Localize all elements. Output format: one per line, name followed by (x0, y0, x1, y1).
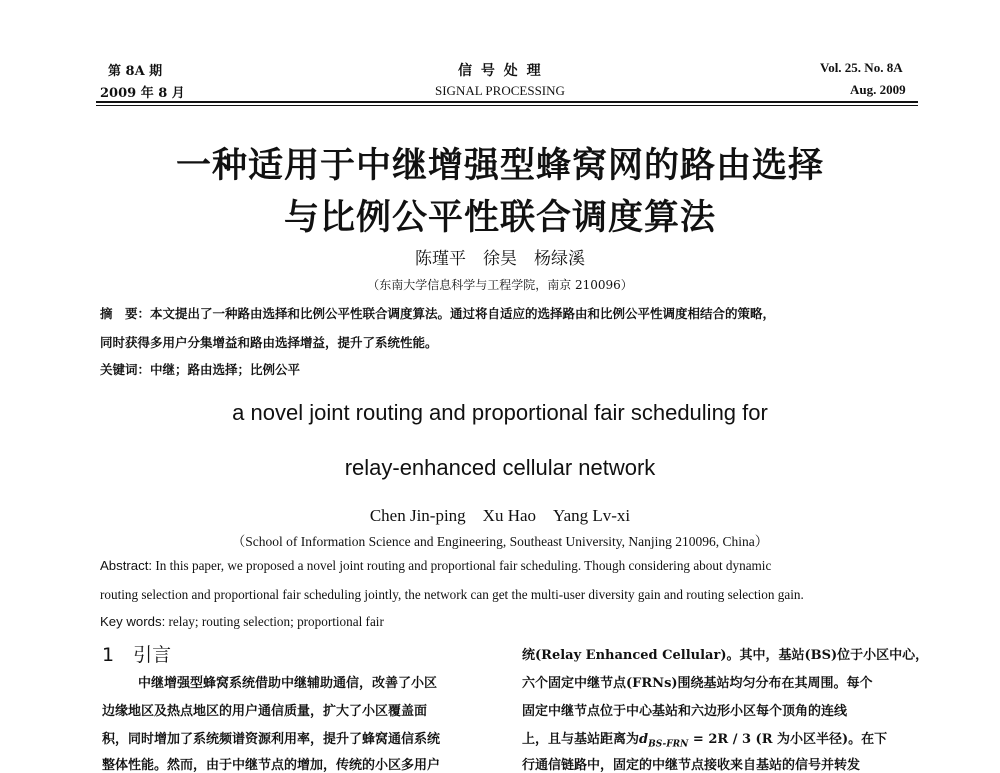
keywords-en-text: relay; routing selection; proportional fair (168, 614, 384, 629)
distance-variable: d (639, 732, 649, 747)
abstract-cn-line1 (100, 304, 775, 322)
abstract-cn-line2: 同时获得多用户分集增益和路由选择增益，提升了系统性能。 (100, 335, 438, 350)
body-right-line-1: 统(Relay Enhanced Cellular)。其中，基站(BS)位于小区中心， (522, 648, 929, 663)
issue-number-cn: 第 8A 期 (108, 64, 163, 79)
keywords-cn-text: 中继；路由选择；比例公平 (150, 362, 301, 377)
keywords-cn (100, 360, 300, 378)
abstract-cn-text-1: 本文提出了一种路由选择和比例公平性联合调度算法。通过将自适应的选择路由和比例公平性调度相结合的策略， (150, 306, 776, 321)
line4-suffix: = 2R / 3 (R 为小区半径)。在下 (688, 732, 888, 747)
abstract-en-text-1: In this paper, we proposed a novel joint routing and proportional fair scheduling. Though considering about dynamic (155, 558, 772, 573)
authors-en: Chen Jin-ping Xu Hao Yang Lv-xi (369, 506, 631, 525)
body-right-line-5: 行通信链路中，固定的中继节点接收来自基站的信号并转发 (522, 758, 861, 773)
section-heading: 1 引言 (102, 644, 172, 666)
keywords-en (100, 614, 384, 630)
issue-date-cn: 2009 年 8 月 (100, 86, 185, 101)
abstract-cn-label: 摘 要： (100, 306, 151, 321)
body-left-line-3: 积，同时增加了系统频谱资源利用率，提升了蜂窝通信系统 (102, 732, 441, 747)
issue-date-en: Aug. 2009 (850, 82, 906, 97)
header-rule-thick (96, 101, 918, 103)
line4-prefix: 上，且与基站距离为 (522, 732, 640, 747)
journal-name-en: SIGNAL PROCESSING (435, 83, 565, 98)
keywords-en-label: Key words: (100, 614, 166, 629)
body-right-line-4 (522, 728, 887, 750)
affiliation-en: （School of Information Science and Engineering, Southeast University, Nanjing 210096, China） (231, 534, 769, 549)
distance-subscript: BS-FRN (648, 739, 689, 750)
title-en-line2: relay-enhanced cellular network (344, 455, 656, 480)
title-en-line1: a novel joint routing and proportional fair scheduling for (232, 400, 768, 425)
body-left-line-2: 边缘地区及热点地区的用户通信质量，扩大了小区覆盖面 (102, 704, 428, 719)
keywords-cn-label: 关键词： (100, 362, 151, 377)
affiliation-cn: （东南大学信息科学与工程学院，南京 210096） (367, 278, 633, 292)
authors-cn: 陈瑾平 徐昊 杨绿溪 (415, 249, 585, 269)
abstract-en-label: Abstract: (100, 558, 153, 573)
title-cn-line1: 一种适用于中继增强型蜂窝网的路由选择 (175, 146, 824, 186)
journal-name-cn: 信 号 处 理 (458, 63, 543, 79)
title-cn-line2: 与比例公平性联合调度算法 (283, 198, 716, 238)
body-right-line-3: 固定中继节点位于中心基站和六边形小区每个顶角的连线 (522, 704, 848, 719)
header-rule-thin (96, 105, 918, 106)
body-left-line-4: 整体性能。然而，由于中继节点的增加，传统的小区多用户 (102, 758, 441, 773)
body-left-line-1: 中继增强型蜂窝系统借助中继辅助通信，改善了小区 (138, 676, 438, 691)
volume-number: Vol. 25. No. 8A (820, 60, 903, 75)
body-right-line-2: 六个固定中继节点(FRNs)围绕基站均匀分布在其周围。每个 (522, 676, 873, 691)
abstract-en-line1 (100, 558, 771, 574)
abstract-en-line2: routing selection and proportional fair scheduling jointly, the network can get the multi-user diversity gain and routing selection gain. (100, 587, 804, 602)
